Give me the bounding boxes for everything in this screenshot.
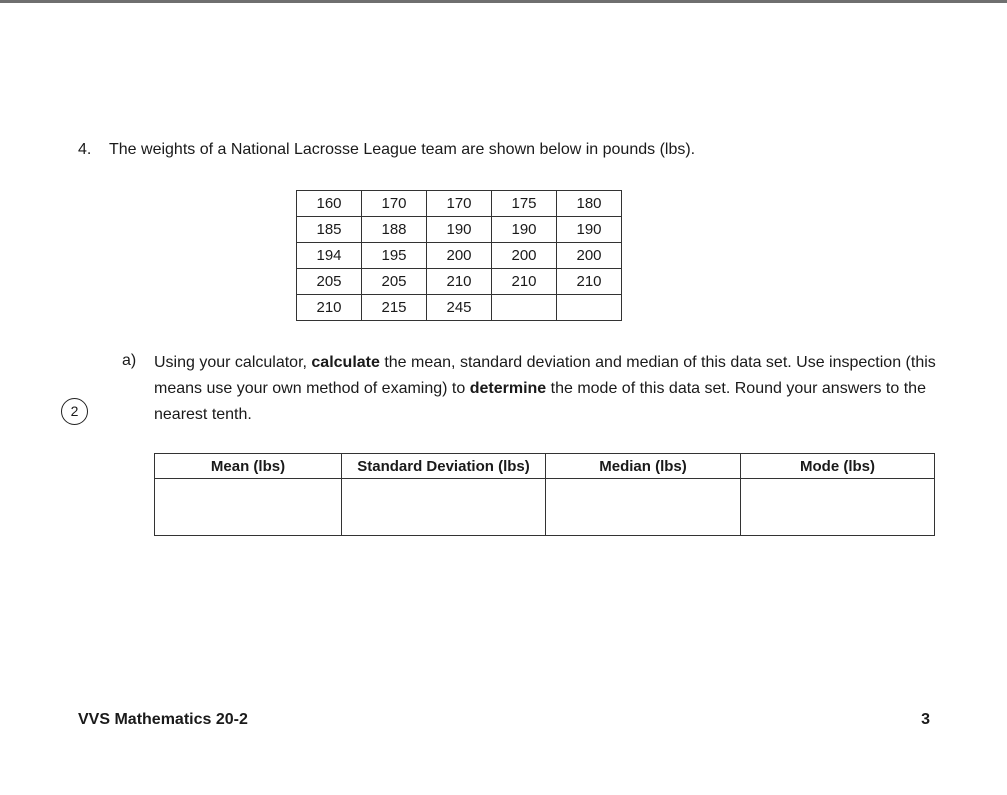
table-row [297,295,622,321]
weights-table [296,190,622,321]
mode-answer-cell[interactable] [741,479,935,536]
weight-cell: 210 [427,269,492,295]
weight-cell [492,295,557,321]
weight-cell: 175 [492,191,557,217]
median-answer-cell[interactable] [546,479,741,536]
weight-cell: 210 [557,269,622,295]
weight-cell [557,295,622,321]
weight-cell: 180 [557,191,622,217]
instruction-text: the mode of this data set. Round your answers to the nearest tenth. [154,380,926,423]
mean-header: Mean (lbs) [155,454,342,479]
std-dev-answer-cell[interactable] [342,479,546,536]
weight-cell: 188 [362,217,427,243]
instruction-text: Using your calculator, [154,354,312,371]
page-top-border [0,0,1007,3]
std-dev-header: Standard Deviation (lbs) [342,454,546,479]
answer-header-row [155,454,935,479]
weight-cell: 170 [427,191,492,217]
part-a-instructions [154,350,944,428]
weight-cell: 200 [557,243,622,269]
table-row [297,217,622,243]
answer-row [155,479,935,536]
weight-cell: 190 [427,217,492,243]
table-row [297,243,622,269]
weight-cell: 245 [427,295,492,321]
table-row [297,191,622,217]
median-header: Median (lbs) [546,454,741,479]
weight-cell: 205 [297,269,362,295]
question-4 [78,141,695,159]
weight-cell: 190 [492,217,557,243]
question-text: The weights of a National Lacrosse League team are shown below in pounds (lbs). [109,141,696,158]
weight-cell: 185 [297,217,362,243]
footer-course: VVS Mathematics 20-2 [78,711,248,728]
weight-cell: 200 [492,243,557,269]
marks-badge: 2 [61,398,88,425]
answer-table [154,453,935,536]
weight-cell: 160 [297,191,362,217]
weight-cell: 194 [297,243,362,269]
weight-cell: 210 [492,269,557,295]
weight-cell: 200 [427,243,492,269]
question-number: 4. [78,141,92,158]
instruction-keyword: determine [469,380,547,397]
footer-page-number: 3 [921,711,930,728]
mean-answer-cell[interactable] [155,479,342,536]
weight-cell: 210 [297,295,362,321]
mode-header: Mode (lbs) [741,454,935,479]
instruction-text: the mean, standard deviation and median of this data set. Use inspection (this means use your own method of examing) to [154,354,936,397]
weight-cell: 205 [362,269,427,295]
weight-cell: 195 [362,243,427,269]
instruction-keyword: calculate [311,354,380,371]
part-a-letter: a) [122,352,137,369]
table-row [297,269,622,295]
weight-cell: 190 [557,217,622,243]
weight-cell: 170 [362,191,427,217]
weight-cell: 215 [362,295,427,321]
